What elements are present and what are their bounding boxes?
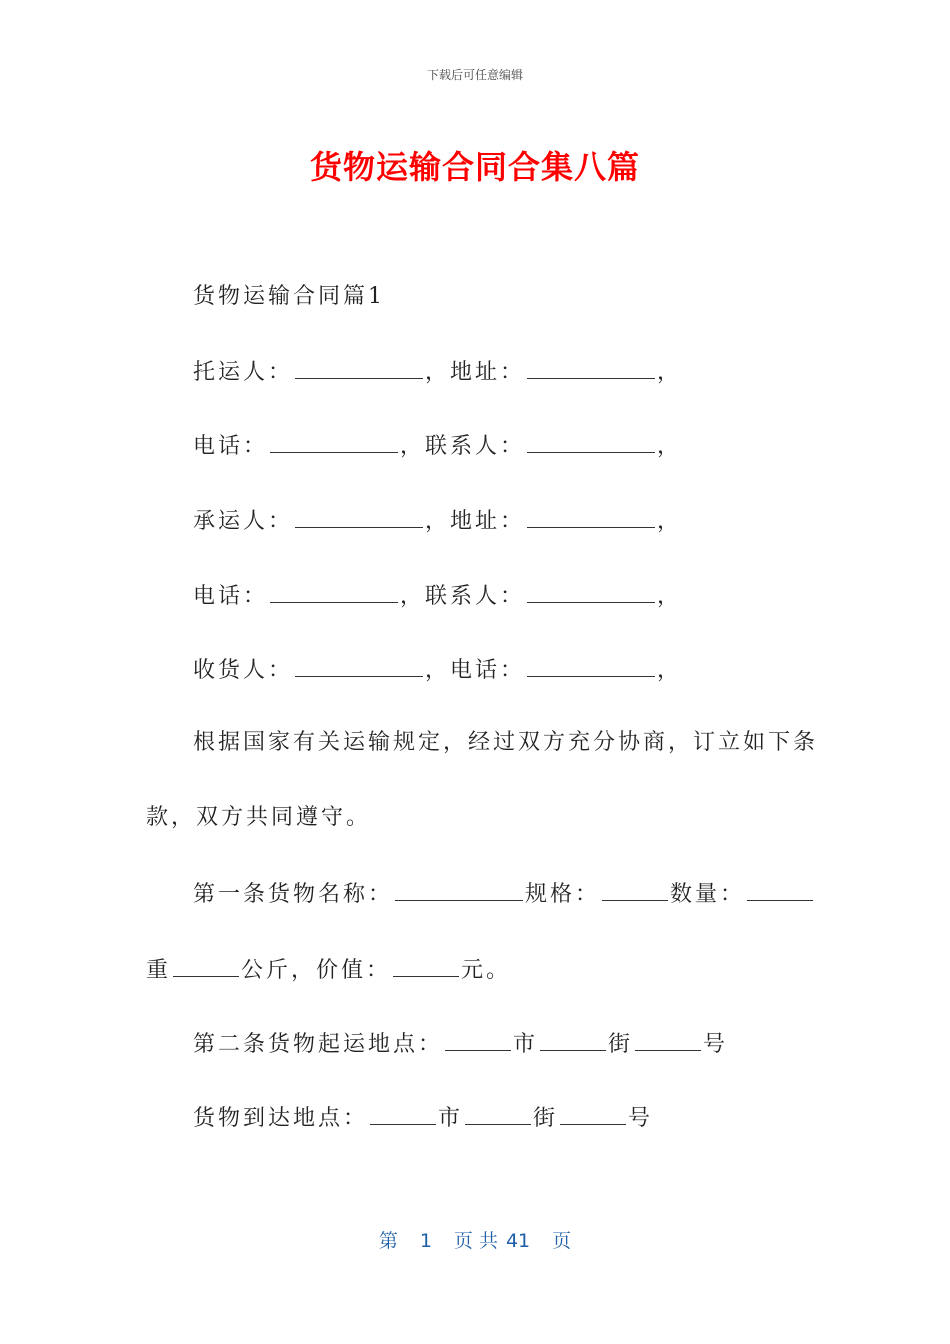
header-note: 下载后可任意编辑 — [426, 68, 523, 82]
page-footer — [0, 1226, 950, 1253]
origin-street-blank — [540, 1028, 606, 1051]
arrival-line — [193, 1102, 653, 1134]
weight-blank — [173, 954, 239, 977]
contact-label: ，联系人： — [400, 434, 526, 459]
origin-label: 第二条货物起运地点： — [193, 1032, 444, 1057]
origin-number-blank — [635, 1028, 701, 1051]
current-page-number: 1 — [419, 1230, 432, 1252]
street-label: 街 — [608, 1032, 634, 1057]
city-label: 市 — [513, 1032, 539, 1057]
shipper-contact-line — [193, 430, 682, 462]
intro-paragraph-line-2: 款，双方共同遵守。 — [146, 805, 372, 830]
carrier-address-label: ，地址： — [425, 509, 526, 534]
city-label: 市 — [438, 1106, 464, 1131]
arrival-street-blank — [465, 1102, 531, 1125]
goods-name-blank — [395, 878, 523, 901]
arrival-number-blank — [560, 1102, 626, 1125]
quantity-blank — [747, 878, 813, 901]
article-1-line-1 — [193, 878, 815, 910]
shipper-name-blank — [295, 356, 423, 379]
spec-label: 规格： — [525, 882, 601, 907]
footer-prefix: 第 — [378, 1230, 398, 1252]
contact-label: ，联系人： — [400, 584, 526, 609]
arrival-label: 货物到达地点： — [193, 1106, 369, 1131]
origin-city-blank — [445, 1028, 511, 1051]
shipper-address-blank — [527, 356, 655, 379]
line-end-comma: ， — [657, 509, 683, 534]
phone-label: 电话： — [193, 584, 269, 609]
phone-label: 电话： — [193, 434, 269, 459]
intro-paragraph-line-1: 根据国家有关运输规定，经过双方充分协商，订立如下条 — [193, 730, 819, 755]
number-label: 号 — [703, 1032, 729, 1057]
shipper-address-label: ，地址： — [425, 360, 526, 385]
arrival-city-blank — [370, 1102, 436, 1125]
consignee-phone-blank — [527, 654, 655, 677]
carrier-line — [193, 505, 682, 537]
footer-mid: 页 共 — [453, 1230, 498, 1252]
quantity-label: 数量： — [670, 882, 746, 907]
consignee-line — [193, 654, 682, 686]
goods-name-label: 第一条货物名称： — [193, 882, 394, 907]
total-pages-number: 41 — [505, 1230, 531, 1252]
phone-blank — [270, 430, 398, 453]
article-1-line-2 — [146, 954, 511, 986]
contact-blank — [527, 580, 655, 603]
consignee-name-blank — [295, 654, 423, 677]
carrier-label: 承运人： — [193, 509, 294, 534]
contact-blank — [527, 430, 655, 453]
footer-suffix: 页 — [552, 1230, 572, 1252]
carrier-name-blank — [295, 505, 423, 528]
yuan-label: 元。 — [461, 958, 512, 983]
carrier-contact-line — [193, 580, 682, 612]
consignee-label: 收货人： — [193, 658, 294, 683]
carrier-address-blank — [527, 505, 655, 528]
value-label: 公斤，价值： — [241, 958, 392, 983]
spec-blank — [602, 878, 668, 901]
line-end-comma: ， — [657, 434, 683, 459]
line-end-comma: ， — [657, 658, 683, 683]
shipper-line — [193, 356, 682, 388]
street-label: 街 — [533, 1106, 559, 1131]
consignee-phone-label: ，电话： — [425, 658, 526, 683]
value-blank — [393, 954, 459, 977]
number-label: 号 — [628, 1106, 654, 1131]
article-2-line — [193, 1028, 728, 1060]
shipper-label: 托运人： — [193, 360, 294, 385]
line-end-comma: ， — [657, 360, 683, 385]
section-heading: 货物运输合同篇1 — [193, 284, 385, 309]
weight-label: 重 — [146, 958, 172, 983]
line-end-comma: ， — [657, 584, 683, 609]
document-title: 货物运输合同合集八篇 — [309, 148, 640, 186]
phone-blank — [270, 580, 398, 603]
